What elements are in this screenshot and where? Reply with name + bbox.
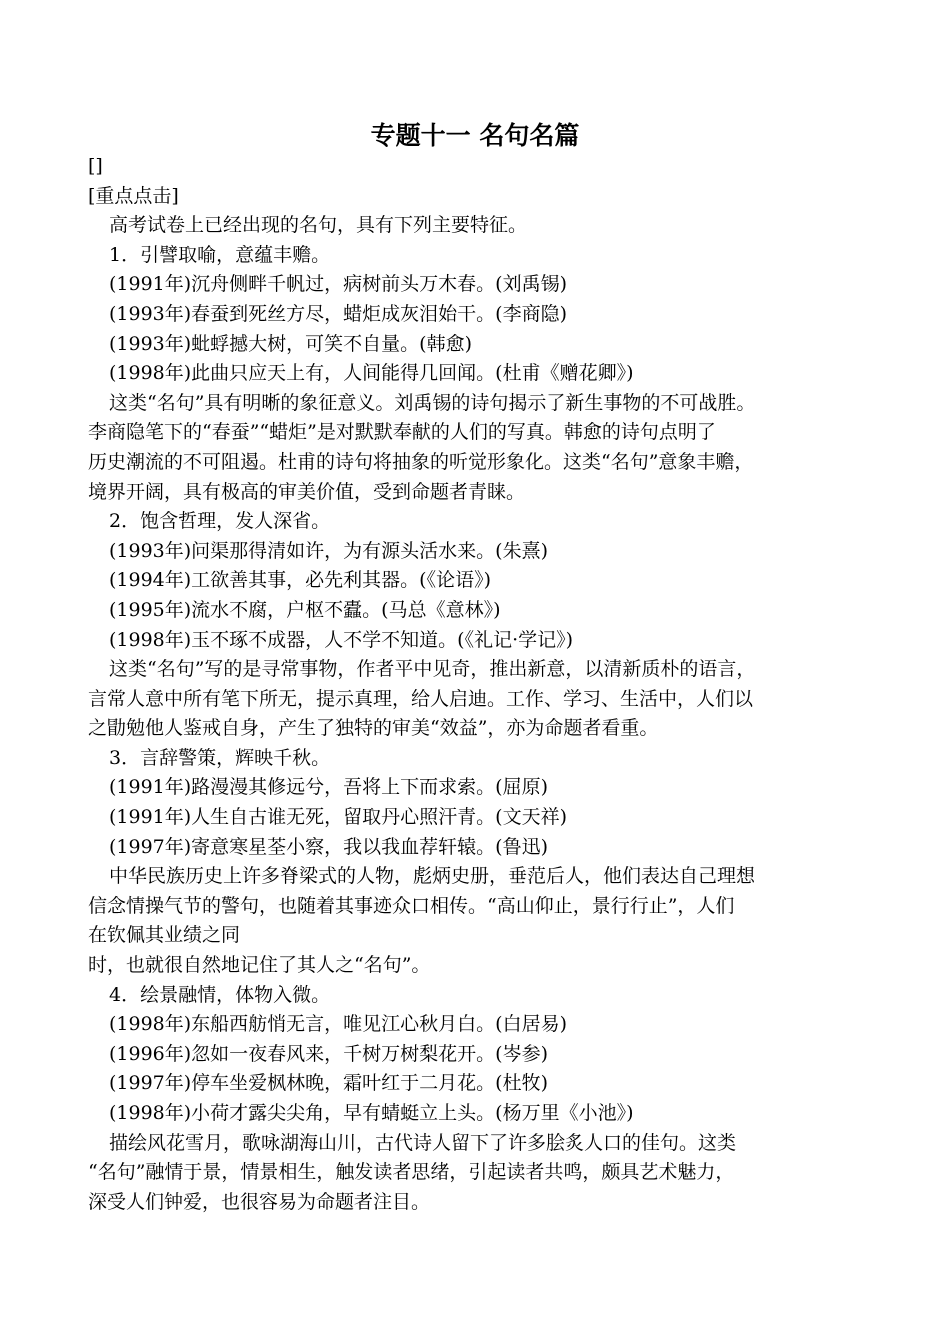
text-line: 这类“名句”写的是寻常事物，作者平中见奇，推出新意，以清新质朴的语言， <box>109 658 756 681</box>
text-line: 描绘风花雪月，歌咏湖海山川，古代诗人留下了许多脍炙人口的佳句。这类 <box>109 1131 737 1154</box>
text-line: 4．绘景融情，体物入微。 <box>109 983 331 1006</box>
text-line: (1993年)春蚕到死丝方尽，蜡炬成灰泪始干。(李商隐) <box>109 302 568 325</box>
text-line: 历史潮流的不可阻遏。杜甫的诗句将抽象的听觉形象化。这类“名句”意象丰赡， <box>88 450 754 473</box>
text-line: (1991年)人生自古谁无死，留取丹心照汗青。(文天祥) <box>109 806 568 829</box>
text-line: 李商隐笔下的“春蚕”“蜡炬”是对默默奉献的人们的写真。韩愈的诗句点明了 <box>88 421 716 444</box>
text-line: (1996年)忽如一夜春风来，千树万树梨花开。(岑参) <box>109 1042 549 1065</box>
text-line: 言常人意中所有笔下所无，提示真理，给人启迪。工作、学习、生活中，人们以 <box>88 687 754 710</box>
text-line: “名句”融情于景，情景相生，触发读者思绪，引起读者共鸣，颇具艺术魅力， <box>88 1161 735 1184</box>
text-line: (1998年)小荷才露尖尖角，早有蜻蜓立上头。(杨万里《小池》) <box>109 1102 634 1124</box>
text-line: (1997年)寄意寒星荃小察，我以我血荐轩辕。(鲁迅) <box>109 835 549 858</box>
document-body <box>88 152 888 1217</box>
text-line: 2．饱含哲理，发人深省。 <box>109 510 331 533</box>
text-line: 中华民族历史上许多脊梁式的人物，彪炳史册，垂范后人，他们表达自己理想 <box>109 865 756 888</box>
text-line: (1994年)工欲善其事，必先利其器。(《论语》) <box>109 569 492 592</box>
text-line: 3．言辞警策，辉映千秋。 <box>109 746 331 769</box>
text-line: (1998年)东船西舫悄无言，唯见江心秋月白。(白居易) <box>109 1013 568 1036</box>
text-line: 1．引譬取喻，意蕴丰赡。 <box>109 243 331 266</box>
text-line: [] <box>88 155 103 177</box>
text-line: (1991年)路漫漫其修远兮，吾将上下而求索。(屈原) <box>109 776 549 799</box>
text-line: (1998年)玉不琢不成器，人不学不知道。(《礼记·学记》) <box>109 628 574 651</box>
text-line: (1991年)沉舟侧畔千帆过，病树前头万木春。(刘禹锡) <box>109 273 568 296</box>
text-line: (1993年)蚍蜉撼大树，可笑不自量。(韩愈) <box>109 332 473 355</box>
text-line: 境界开阔，具有极高的审美价值，受到命题者青睐。 <box>88 480 526 503</box>
text-line: 在钦佩其业绩之同 <box>88 924 241 947</box>
text-line: 之勖勉他人鉴戒自身，产生了独特的审美“效益”，亦为命题者看重。 <box>88 717 659 740</box>
text-line: [重点点击] <box>88 184 179 207</box>
text-line: 信念情操气节的警句，也随着其事迹众口相传。“高山仰止，景行行止”，人们 <box>88 894 735 917</box>
text-line: (1997年)停车坐爱枫林晚，霜叶红于二月花。(杜牧) <box>109 1072 549 1095</box>
text-line: (1993年)问渠那得清如许，为有源头活水来。(朱熹) <box>109 539 549 562</box>
text-line: 这类“名句”具有明晰的象征意义。刘禹锡的诗句揭示了新生事物的不可战胜。 <box>109 391 756 414</box>
text-line: 深受人们钟爱，也很容易为命题者注目。 <box>88 1190 431 1213</box>
text-line: 高考试卷上已经出现的名句，具有下列主要特征。 <box>109 214 528 237</box>
text-line: (1995年)流水不腐，户枢不蠹。(马总《意林》) <box>109 598 501 621</box>
text-line: 时，也就很自然地记住了其人之“名句”。 <box>88 954 431 977</box>
page-title: 专题十一 名句名篇 <box>370 121 580 150</box>
text-line: (1998年)此曲只应天上有，人间能得几回闻。(杜甫《赠花卿》) <box>109 362 634 385</box>
